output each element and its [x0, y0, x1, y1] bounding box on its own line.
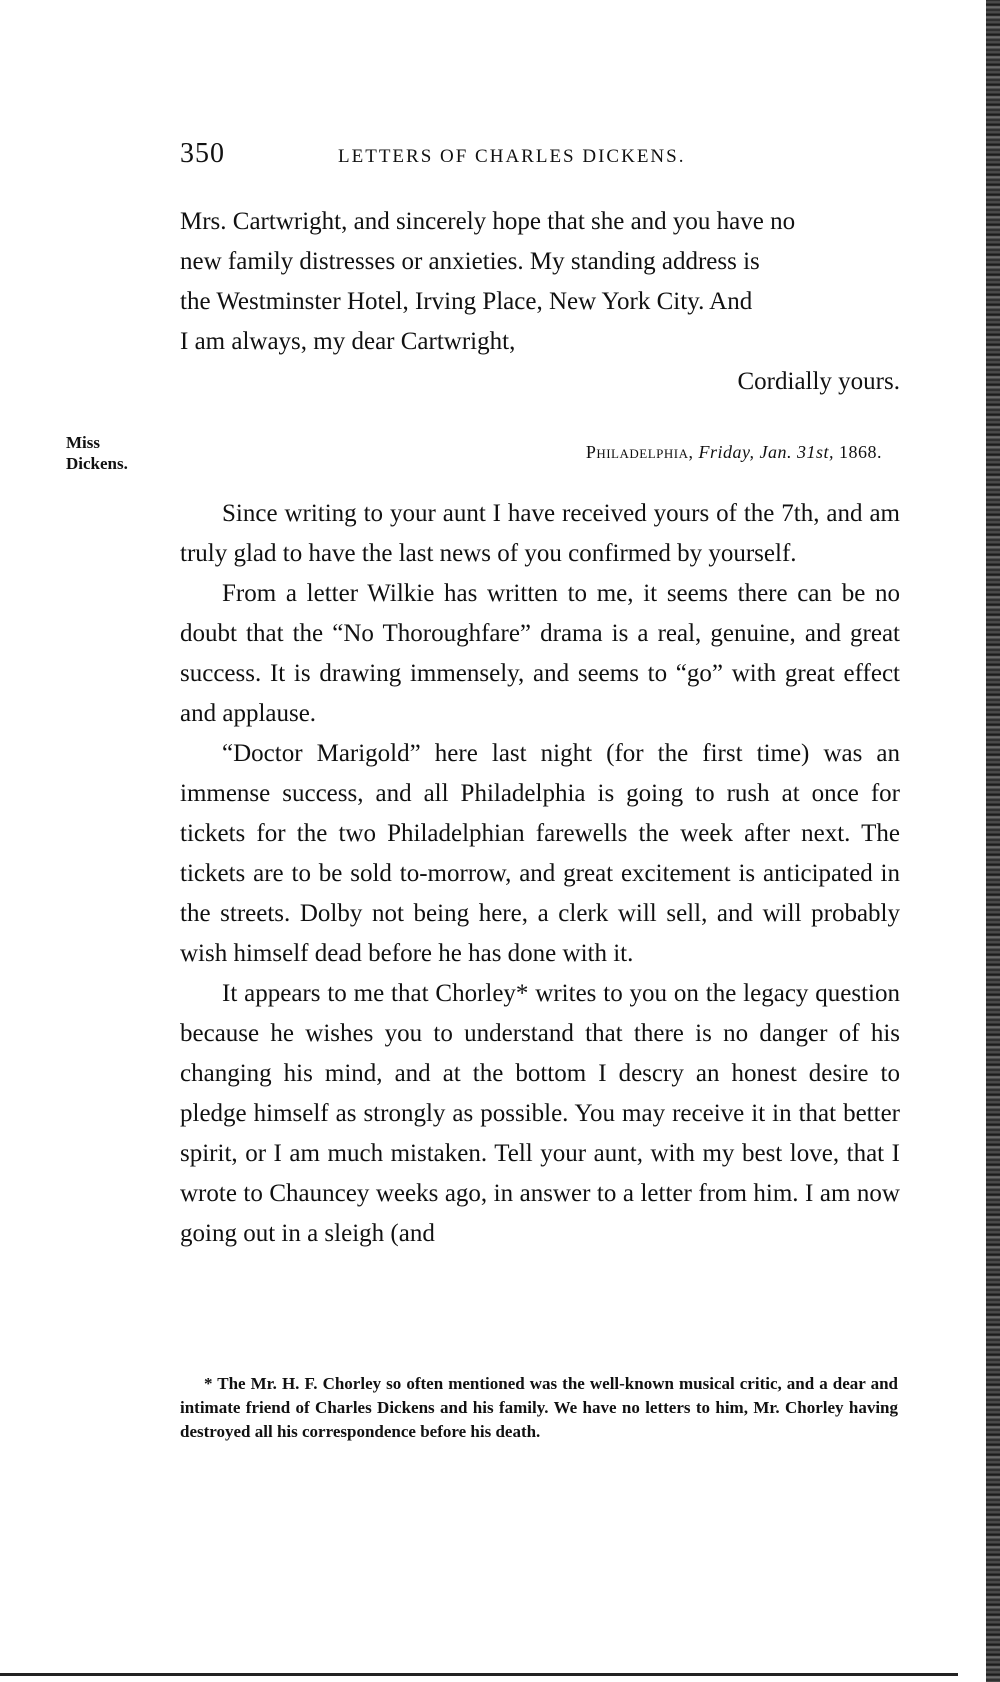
text-line: Mrs. Cartwright, and sincerely hope that she and you have no	[180, 208, 796, 235]
margin-note-recipient	[66, 432, 128, 474]
letter-ending	[180, 202, 900, 402]
dateline-year: 1868.	[839, 442, 882, 462]
margin-note-line: Miss	[66, 433, 100, 452]
paragraph: Since writing to your aunt I have received yours of the 7th, and am truly glad to have the last news of you confirmed by yourself.	[180, 500, 900, 567]
letter-body	[180, 494, 900, 1254]
text-line: the Westminster Hotel, Irving Place, New York City. And	[180, 288, 753, 315]
paragraph: From a letter Wilkie has written to me, it seems there can be no doubt that the “No Thoroughfare” drama is a real, genuine, and great success. It is drawing immensely, and seems to “go” with great effect and applause.	[180, 580, 900, 727]
closing: Cordially yours.	[737, 368, 900, 395]
footnote-text: * The Mr. H. F. Chorley so often mentioned was the well-known musical critic, and a dear and intimate friend of Charles Dickens and his family. We have no letters to him, Mr. Chorley having destroyed all his correspondence before his death.	[180, 1374, 898, 1441]
text-line: new family distresses or anxieties. My standing address is	[180, 248, 760, 275]
dateline-day: Friday, Jan. 31st,	[698, 442, 834, 462]
page-number: 350	[180, 138, 225, 169]
paragraph: “Doctor Marigold” here last night (for the first time) was an immense success, and all Philadelphia is going to rush at once for tickets for the two Philadelphian farewells the week after next. The tickets are to be sold to-morrow, and great excitement is anticipated in the streets. Dolby not being here, a clerk will sell, and will probably wish himself dead before he has done with it.	[180, 740, 900, 967]
running-title: LETTERS OF CHARLES DICKENS.	[338, 146, 686, 167]
footnote	[180, 1372, 898, 1444]
letter-dateline	[180, 442, 882, 463]
text-line: I am always, my dear Cartwright,	[180, 328, 516, 355]
bottom-rule	[0, 1673, 958, 1676]
margin-note-line: Dickens.	[66, 454, 128, 473]
running-head	[180, 138, 900, 178]
page-edge-shadow	[986, 0, 1000, 1682]
paragraph: It appears to me that Chorley* writes to you on the legacy question because he wishes you to understand that there is no danger of his changing his mind, and at the bottom I descry an honest desire to pledge himself as strongly as possible. You may receive it in that better spirit, or I am much mistaken. Tell your aunt, with my best love, that I wrote to Chauncey weeks ago, in answer to a letter from him. I am now going out in a sleigh (and	[180, 980, 900, 1247]
dateline-place: Philadelphia,	[585, 442, 694, 462]
